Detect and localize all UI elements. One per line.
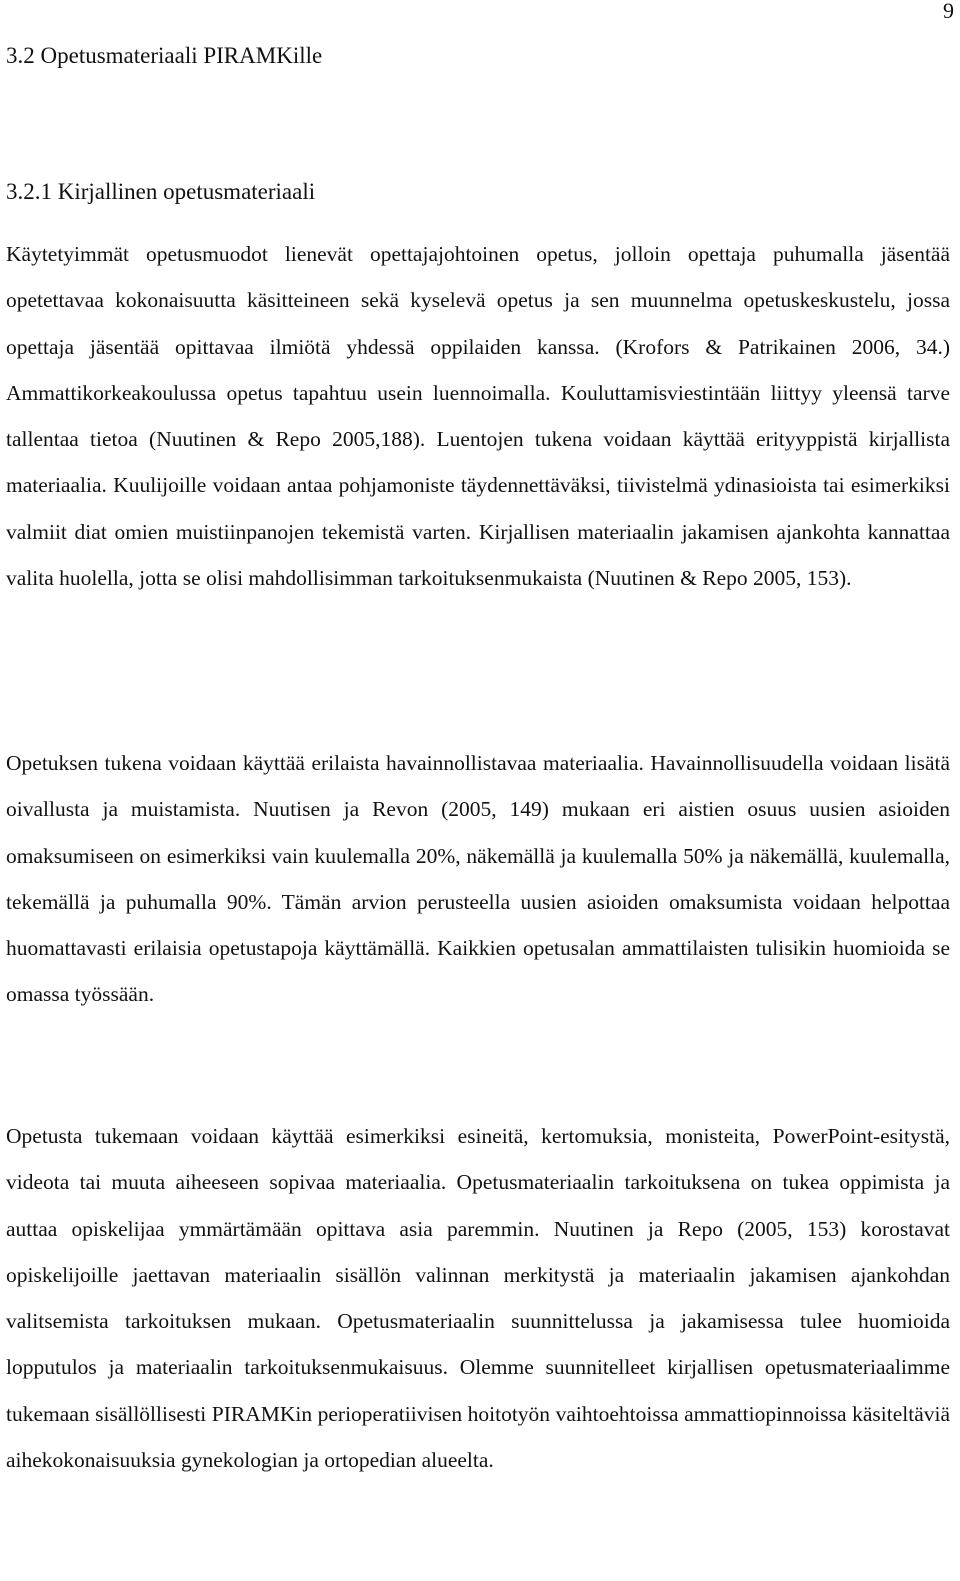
page-number: 9	[943, 0, 954, 23]
body-paragraph: Opetuksen tukena voidaan käyttää erilaista havainnollistavaa materiaalia. Havainnollisuudella voidaan lisätä oivallusta ja muistamista. Nuutisen ja Revon (2005, 149) mukaan eri aistien osuus uusien asioiden omaksumiseen on esimerkiksi vain kuulemalla 20%, näkemällä ja kuulemalla 50% ja näkemällä, kuulemalla, tekemällä ja puhumalla 90%. Tämän arvion perusteella uusien asioiden omaksumista voidaan helpottaa huomattavasti erilaisia opetustapoja käyttämällä. Kaikkien opetusalan ammattilaisten tulisikin huomioida se omassa työssään.	[6, 751, 950, 1007]
body-paragraph: Käytetyimmät opetusmuodot lienevät opettajajohtoinen opetus, jolloin opettaja puhumalla jäsentää opetettavaa kokonaisuutta käsitteineen sekä kyselevä opetus ja sen muunnelma opetuskeskustelu, jossa opettaja jäsentää opittavaa ilmiötä yhdessä oppilaiden kanssa. (Krofors & Patrikainen 2006, 34.) Ammattikorkeakoulussa opetus tapahtuu usein luennoimalla. Kouluttamisviestintään liittyy yleensä tarve tallentaa tietoa (Nuutinen & Repo 2005,188). Luentojen tukena voidaan käyttää erityyppistä kirjallista materiaalia. Kuulijoille voidaan antaa pohjamoniste täydennettäväksi, tiivistelmä ydinasioista tai esimerkiksi valmiit diat omien muistiinpanojen tekemistä varten. Kirjallisen materiaalin jakamisen ajankohta kannattaa valita huolella, jotta se olisi mahdollisimman tarkoituksenmukaista (Nuutinen & Repo 2005, 153).	[6, 242, 950, 591]
subsection-heading: 3.2.1 Kirjallinen opetusmateriaali	[6, 179, 316, 204]
body-paragraph: Opetusta tukemaan voidaan käyttää esimerkiksi esineitä, kertomuksia, monisteita, PowerPoint-esitystä, videota tai muuta aiheeseen sopivaa materiaalia. Opetusmateriaalin tarkoituksena on tukea oppimista ja auttaa opiskelijaa ymmärtämään opittava asia paremmin. Nuutinen ja Repo (2005, 153) korostavat opiskelijoille jaettavan materiaalin sisällön valinnan merkitystä ja materiaalin jakamisen ajankohdan valitsemista tarkoituksen mukaan. Opetusmateriaalin suunnittelussa ja jakamisessa tulee huomioida lopputulos ja materiaalin tarkoituksenmukaisuus. Olemme suunnitelleet kirjallisen opetusmateriaalimme tukemaan sisällöllisesti PIRAMKin perioperatiivisen hoitotyön vaihtoehtoissa ammattiopinnoissa käsiteltäviä aihekokonaisuuksia gynekologian ja ortopedian alueelta.	[6, 1124, 950, 1473]
section-heading: 3.2 Opetusmateriaali PIRAMKille	[6, 43, 323, 68]
